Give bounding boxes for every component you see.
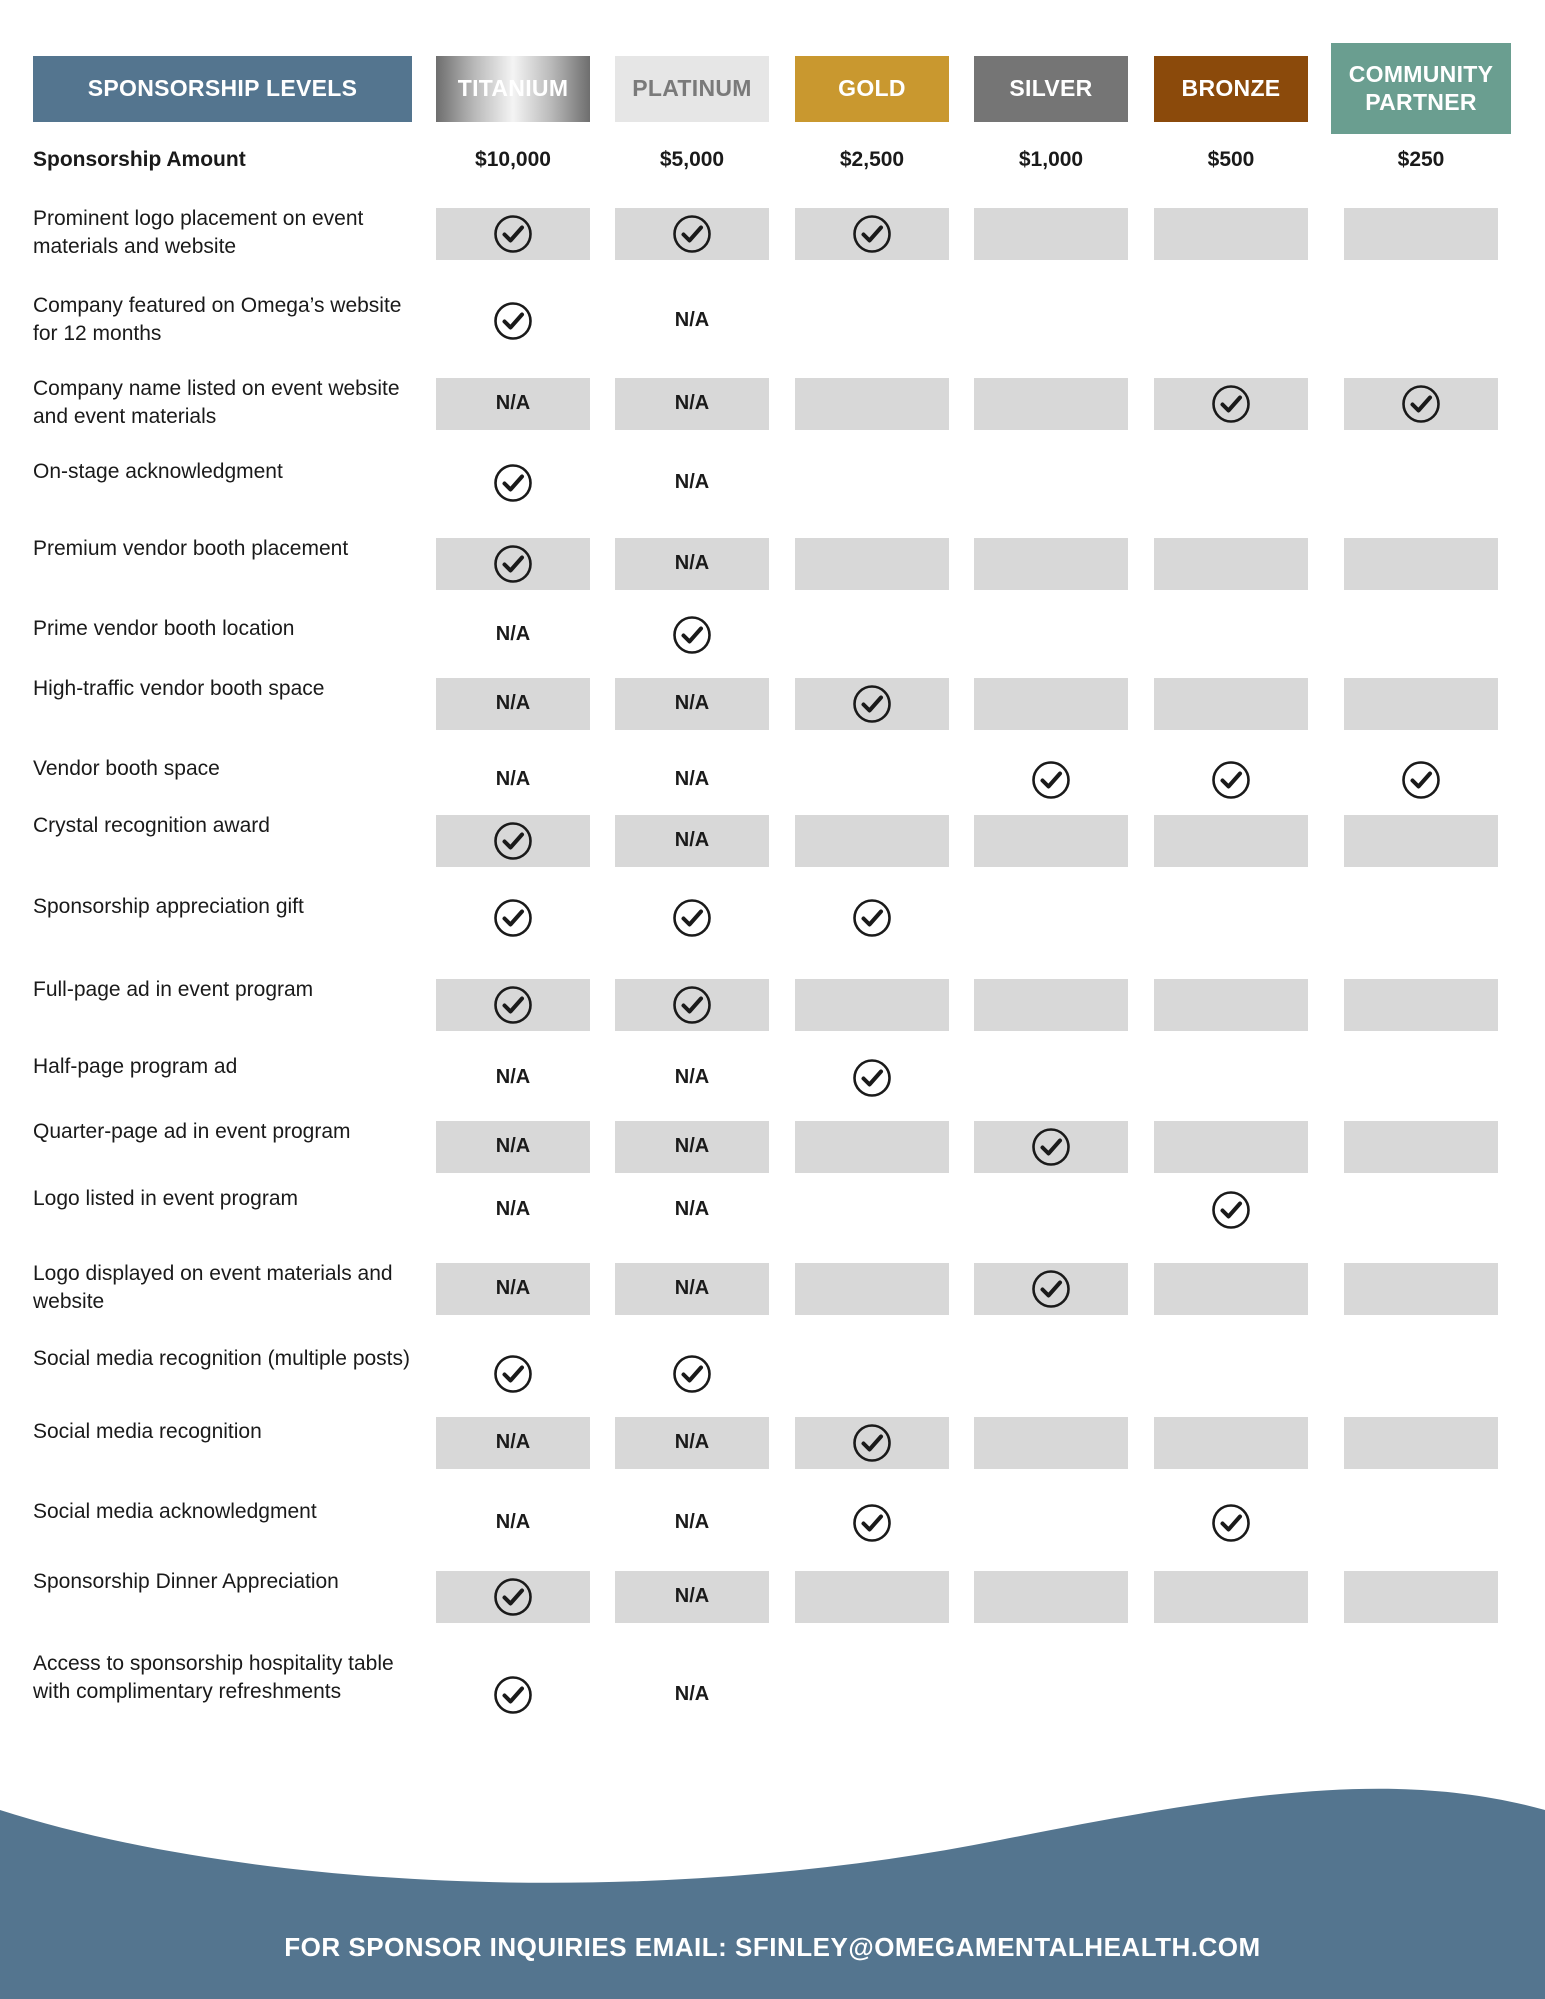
not-applicable-text: N/A xyxy=(674,552,710,574)
not-applicable-text: N/A xyxy=(674,1198,710,1220)
checkmark-icon xyxy=(852,1503,892,1543)
not-applicable-text: N/A xyxy=(495,692,531,714)
benefit-label: Social media acknowledgment xyxy=(33,1500,317,1523)
row-band-cell xyxy=(1154,678,1308,730)
row-band-cell xyxy=(795,1571,949,1623)
level-header-gold: GOLD xyxy=(795,56,949,122)
checkmark-icon xyxy=(493,1354,533,1394)
checkmark-icon xyxy=(672,1354,712,1394)
level-header-platinum: PLATINUM xyxy=(615,56,769,122)
benefit-label: Sponsorship Dinner Appreciation xyxy=(33,1570,339,1593)
checkmark-icon xyxy=(1211,1503,1251,1543)
checkmark-icon xyxy=(1211,384,1251,424)
sponsorship-levels-header: SPONSORSHIP LEVELS xyxy=(33,56,412,122)
row-band-cell xyxy=(1344,1121,1498,1173)
row-band-cell xyxy=(795,979,949,1031)
benefit-label: Company featured on Omega’s website for 12 months xyxy=(33,294,402,345)
not-applicable-text: N/A xyxy=(674,1277,710,1299)
checkmark-icon xyxy=(493,463,533,503)
level-header-bronze: BRONZE xyxy=(1154,56,1308,122)
checkmark-icon xyxy=(1031,1269,1071,1309)
row-band-cell xyxy=(1344,1417,1498,1469)
checkmark-icon xyxy=(852,214,892,254)
checkmark-icon xyxy=(1401,384,1441,424)
benefit-label: Prominent logo placement on event materials and website xyxy=(33,207,364,258)
row-band-cell xyxy=(1344,979,1498,1031)
row-band-cell xyxy=(974,815,1128,867)
not-applicable-text: N/A xyxy=(674,692,710,714)
not-applicable-text: N/A xyxy=(495,1198,531,1220)
level-header-titanium: TITANIUM xyxy=(436,56,590,122)
row-band-cell xyxy=(974,1571,1128,1623)
benefit-label: Company name listed on event website and event materials xyxy=(33,377,400,428)
not-applicable-text: N/A xyxy=(674,1431,710,1453)
amount-silver: $1,000 xyxy=(1018,148,1084,171)
row-band-cell xyxy=(795,1121,949,1173)
row-band-cell xyxy=(795,1263,949,1315)
row-band-cell xyxy=(1154,979,1308,1031)
checkmark-icon xyxy=(493,898,533,938)
amount-platinum: $5,000 xyxy=(659,148,725,171)
row-band-cell xyxy=(795,538,949,590)
amount-bronze: $500 xyxy=(1207,148,1255,171)
row-band-cell xyxy=(974,538,1128,590)
row-band-cell xyxy=(1154,538,1308,590)
checkmark-icon xyxy=(1211,1190,1251,1230)
checkmark-icon xyxy=(852,1423,892,1463)
benefit-label: Social media recognition xyxy=(33,1420,262,1443)
row-band-cell xyxy=(1154,1121,1308,1173)
row-band-cell xyxy=(1344,1571,1498,1623)
benefit-label: Sponsorship appreciation gift xyxy=(33,895,304,918)
not-applicable-text: N/A xyxy=(495,1135,531,1157)
sponsorship-amount-label: Sponsorship Amount xyxy=(33,148,246,171)
benefit-label: High-traffic vendor booth space xyxy=(33,677,325,700)
row-band-cell xyxy=(1344,678,1498,730)
benefit-label: Prime vendor booth location xyxy=(33,617,295,640)
checkmark-icon xyxy=(493,821,533,861)
checkmark-icon xyxy=(493,1675,533,1715)
benefit-label: Premium vendor booth placement xyxy=(33,537,349,560)
checkmark-icon xyxy=(493,1577,533,1617)
checkmark-icon xyxy=(1401,760,1441,800)
checkmark-icon xyxy=(672,615,712,655)
benefit-label: Logo displayed on event materials and website xyxy=(33,1262,393,1313)
benefit-label: Access to sponsorship hospitality table with complimentary refreshments xyxy=(33,1652,394,1703)
row-band-cell xyxy=(1154,1571,1308,1623)
not-applicable-text: N/A xyxy=(495,1511,531,1533)
row-band-cell xyxy=(1154,208,1308,260)
row-band-cell xyxy=(974,378,1128,430)
not-applicable-text: N/A xyxy=(674,392,710,414)
checkmark-icon xyxy=(493,214,533,254)
not-applicable-text: N/A xyxy=(674,1585,710,1607)
checkmark-icon xyxy=(1031,760,1071,800)
amount-titanium: $10,000 xyxy=(475,148,551,171)
checkmark-icon xyxy=(1211,760,1251,800)
sponsor-inquiries-email[interactable]: FOR SPONSOR INQUIRIES EMAIL: SFINLEY@OMEGAMENTALHEALTH.COM xyxy=(284,1932,1261,1962)
footer-wave xyxy=(0,1760,1545,1999)
benefit-label: Social media recognition (multiple posts) xyxy=(33,1347,411,1370)
row-band-cell xyxy=(1344,538,1498,590)
not-applicable-text: N/A xyxy=(674,471,710,493)
benefit-label: Half-page program ad xyxy=(33,1055,238,1078)
row-band-cell xyxy=(974,979,1128,1031)
row-band-cell xyxy=(1154,1417,1308,1469)
not-applicable-text: N/A xyxy=(674,1683,710,1705)
row-band-cell xyxy=(974,678,1128,730)
row-band-cell xyxy=(1344,208,1498,260)
not-applicable-text: N/A xyxy=(495,392,531,414)
not-applicable-text: N/A xyxy=(495,1066,531,1088)
not-applicable-text: N/A xyxy=(495,1431,531,1453)
checkmark-icon xyxy=(493,301,533,341)
benefit-label: Vendor booth space xyxy=(33,757,220,780)
not-applicable-text: N/A xyxy=(495,623,531,645)
not-applicable-text: N/A xyxy=(674,1066,710,1088)
not-applicable-text: N/A xyxy=(674,309,710,331)
checkmark-icon xyxy=(493,544,533,584)
level-header-silver: SILVER xyxy=(974,56,1128,122)
not-applicable-text: N/A xyxy=(674,829,710,851)
benefit-label: Full-page ad in event program xyxy=(33,978,314,1001)
amount-community-partner: $250 xyxy=(1397,148,1445,171)
checkmark-icon xyxy=(852,898,892,938)
not-applicable-text: N/A xyxy=(495,1277,531,1299)
row-band-cell xyxy=(1344,1263,1498,1315)
level-header-community-partner: COMMUNITY PARTNER xyxy=(1331,43,1511,134)
row-band-cell xyxy=(1344,815,1498,867)
checkmark-icon xyxy=(493,985,533,1025)
not-applicable-text: N/A xyxy=(674,1511,710,1533)
row-band-cell xyxy=(974,208,1128,260)
checkmark-icon xyxy=(852,1058,892,1098)
checkmark-icon xyxy=(852,684,892,724)
row-band-cell xyxy=(974,1417,1128,1469)
benefit-label: Quarter-page ad in event program xyxy=(33,1120,351,1143)
benefit-label: On-stage acknowledgment xyxy=(33,460,283,483)
checkmark-icon xyxy=(672,898,712,938)
amount-gold: $2,500 xyxy=(839,148,905,171)
benefit-label: Crystal recognition award xyxy=(33,814,270,837)
not-applicable-text: N/A xyxy=(674,768,710,790)
not-applicable-text: N/A xyxy=(495,768,531,790)
benefit-label: Logo listed in event program xyxy=(33,1187,298,1210)
not-applicable-text: N/A xyxy=(674,1135,710,1157)
row-band-cell xyxy=(1154,1263,1308,1315)
row-band-cell xyxy=(795,378,949,430)
checkmark-icon xyxy=(672,985,712,1025)
checkmark-icon xyxy=(672,214,712,254)
row-band-cell xyxy=(795,815,949,867)
row-band-cell xyxy=(1154,815,1308,867)
checkmark-icon xyxy=(1031,1127,1071,1167)
